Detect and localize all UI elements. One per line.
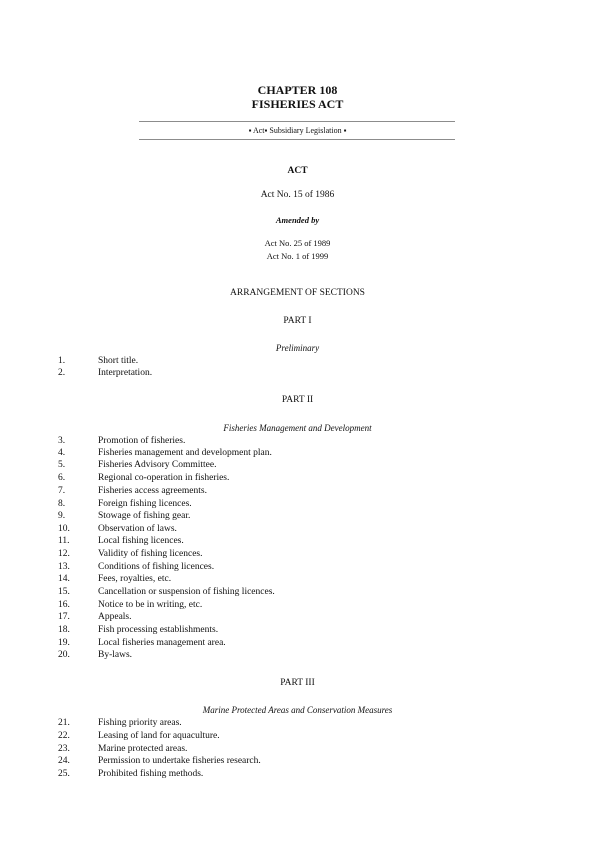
section-number: 6. [58, 473, 66, 483]
section-title: Permission to undertake fisheries research. [98, 756, 261, 766]
section-title: Stowage of fishing gear. [98, 511, 191, 521]
section-row [58, 548, 538, 560]
part-label: PART I [283, 316, 312, 326]
section-row [58, 485, 538, 497]
section-title: Short title. [98, 356, 139, 366]
section-number: 14. [58, 574, 70, 584]
section-title: By-laws. [98, 650, 133, 660]
section-number: 20. [58, 650, 70, 660]
section-row [58, 498, 538, 510]
section-row [58, 730, 538, 742]
section-row [58, 435, 538, 447]
section-row [58, 755, 538, 767]
section-title: Fishing priority areas. [98, 718, 182, 728]
amended-by-label: Amended by [275, 215, 320, 225]
section-row [58, 510, 538, 522]
section-row [58, 599, 538, 611]
section-number: 13. [58, 562, 70, 572]
act-title: FISHERIES ACT [251, 97, 344, 111]
section-row [58, 637, 538, 649]
section-title: Leasing of land for aquaculture. [98, 731, 220, 741]
section-number: 16. [58, 600, 70, 610]
section-number: 19. [58, 638, 70, 648]
section-title: Appeals. [98, 612, 132, 622]
section-title: Marine protected areas. [98, 744, 188, 754]
section-number: 21. [58, 718, 70, 728]
section-title: Notice to be in writing, etc. [98, 600, 203, 610]
part-label: PART III [280, 678, 315, 688]
section-row [58, 561, 538, 573]
divider-top [139, 121, 455, 122]
section-title: Fish processing establishments. [98, 625, 219, 635]
section-number: 2. [58, 368, 66, 378]
part-label: PART II [281, 395, 314, 405]
part-title: Preliminary [275, 343, 320, 353]
subsidiary-legislation-link[interactable]: Subsidiary Legislation [269, 126, 342, 135]
section-number: 25. [58, 769, 70, 779]
section-row [58, 586, 538, 598]
section-title: Foreign fishing licences. [98, 499, 192, 509]
section-title: Local fisheries management area. [98, 638, 226, 648]
act-number: Act No. 15 of 1986 [260, 190, 335, 200]
section-title: Local fishing licences. [98, 536, 184, 546]
section-title: Fees, royalties, etc. [98, 574, 172, 584]
section-number: 7. [58, 486, 66, 496]
section-row [58, 743, 538, 755]
section-number: 4. [58, 448, 66, 458]
section-row [58, 355, 538, 367]
section-row [58, 447, 538, 459]
bullet-icon: ▪ [248, 126, 252, 135]
section-number: 10. [58, 524, 70, 534]
act-heading: ACT [287, 166, 308, 176]
section-number: 17. [58, 612, 70, 622]
section-number: 24. [58, 756, 70, 766]
section-number: 3. [58, 436, 66, 446]
part-title: Fisheries Management and Development [223, 423, 372, 433]
section-row [58, 535, 538, 547]
section-title: Fisheries Advisory Committee. [98, 460, 217, 470]
bullet-icon: ▪ [343, 126, 347, 135]
navigation-links [0, 126, 595, 135]
section-row [58, 624, 538, 636]
section-number: 8. [58, 499, 66, 509]
section-number: 23. [58, 744, 70, 754]
section-row [58, 649, 538, 661]
chapter-number: CHAPTER 108 [257, 83, 338, 97]
section-row [58, 768, 538, 780]
bullet-icon: ▪ [264, 126, 268, 135]
section-number: 11. [58, 536, 70, 546]
section-number: 12. [58, 549, 70, 559]
section-title: Fisheries management and development plan. [98, 448, 272, 458]
section-number: 18. [58, 625, 70, 635]
section-row [58, 367, 538, 379]
section-number: 22. [58, 731, 70, 741]
section-title: Prohibited fishing methods. [98, 769, 204, 779]
section-title: Regional co-operation in fisheries. [98, 473, 230, 483]
section-number: 1. [58, 356, 66, 366]
section-row [58, 459, 538, 471]
part-title: Marine Protected Areas and Conservation Measures [202, 705, 393, 715]
amendment-item: Act No. 1 of 1999 [266, 251, 329, 261]
section-row [58, 523, 538, 535]
section-number: 9. [58, 511, 66, 521]
divider-bottom [139, 139, 455, 140]
arrangement-heading: ARRANGEMENT OF SECTIONS [230, 288, 365, 298]
section-title: Validity of fishing licences. [98, 549, 203, 559]
amendment-item: Act No. 25 of 1989 [264, 238, 331, 248]
section-title: Fisheries access agreements. [98, 486, 207, 496]
section-title: Promotion of fisheries. [98, 436, 186, 446]
section-row [58, 717, 538, 729]
section-row [58, 611, 538, 623]
act-link[interactable]: Act [252, 126, 265, 135]
section-title: Cancellation or suspension of fishing licences. [98, 587, 275, 597]
section-title: Observation of laws. [98, 524, 177, 534]
section-title: Conditions of fishing licences. [98, 562, 215, 572]
section-number: 5. [58, 460, 66, 470]
section-row [58, 573, 538, 585]
section-title: Interpretation. [98, 368, 153, 378]
section-number: 15. [58, 587, 70, 597]
section-row [58, 472, 538, 484]
